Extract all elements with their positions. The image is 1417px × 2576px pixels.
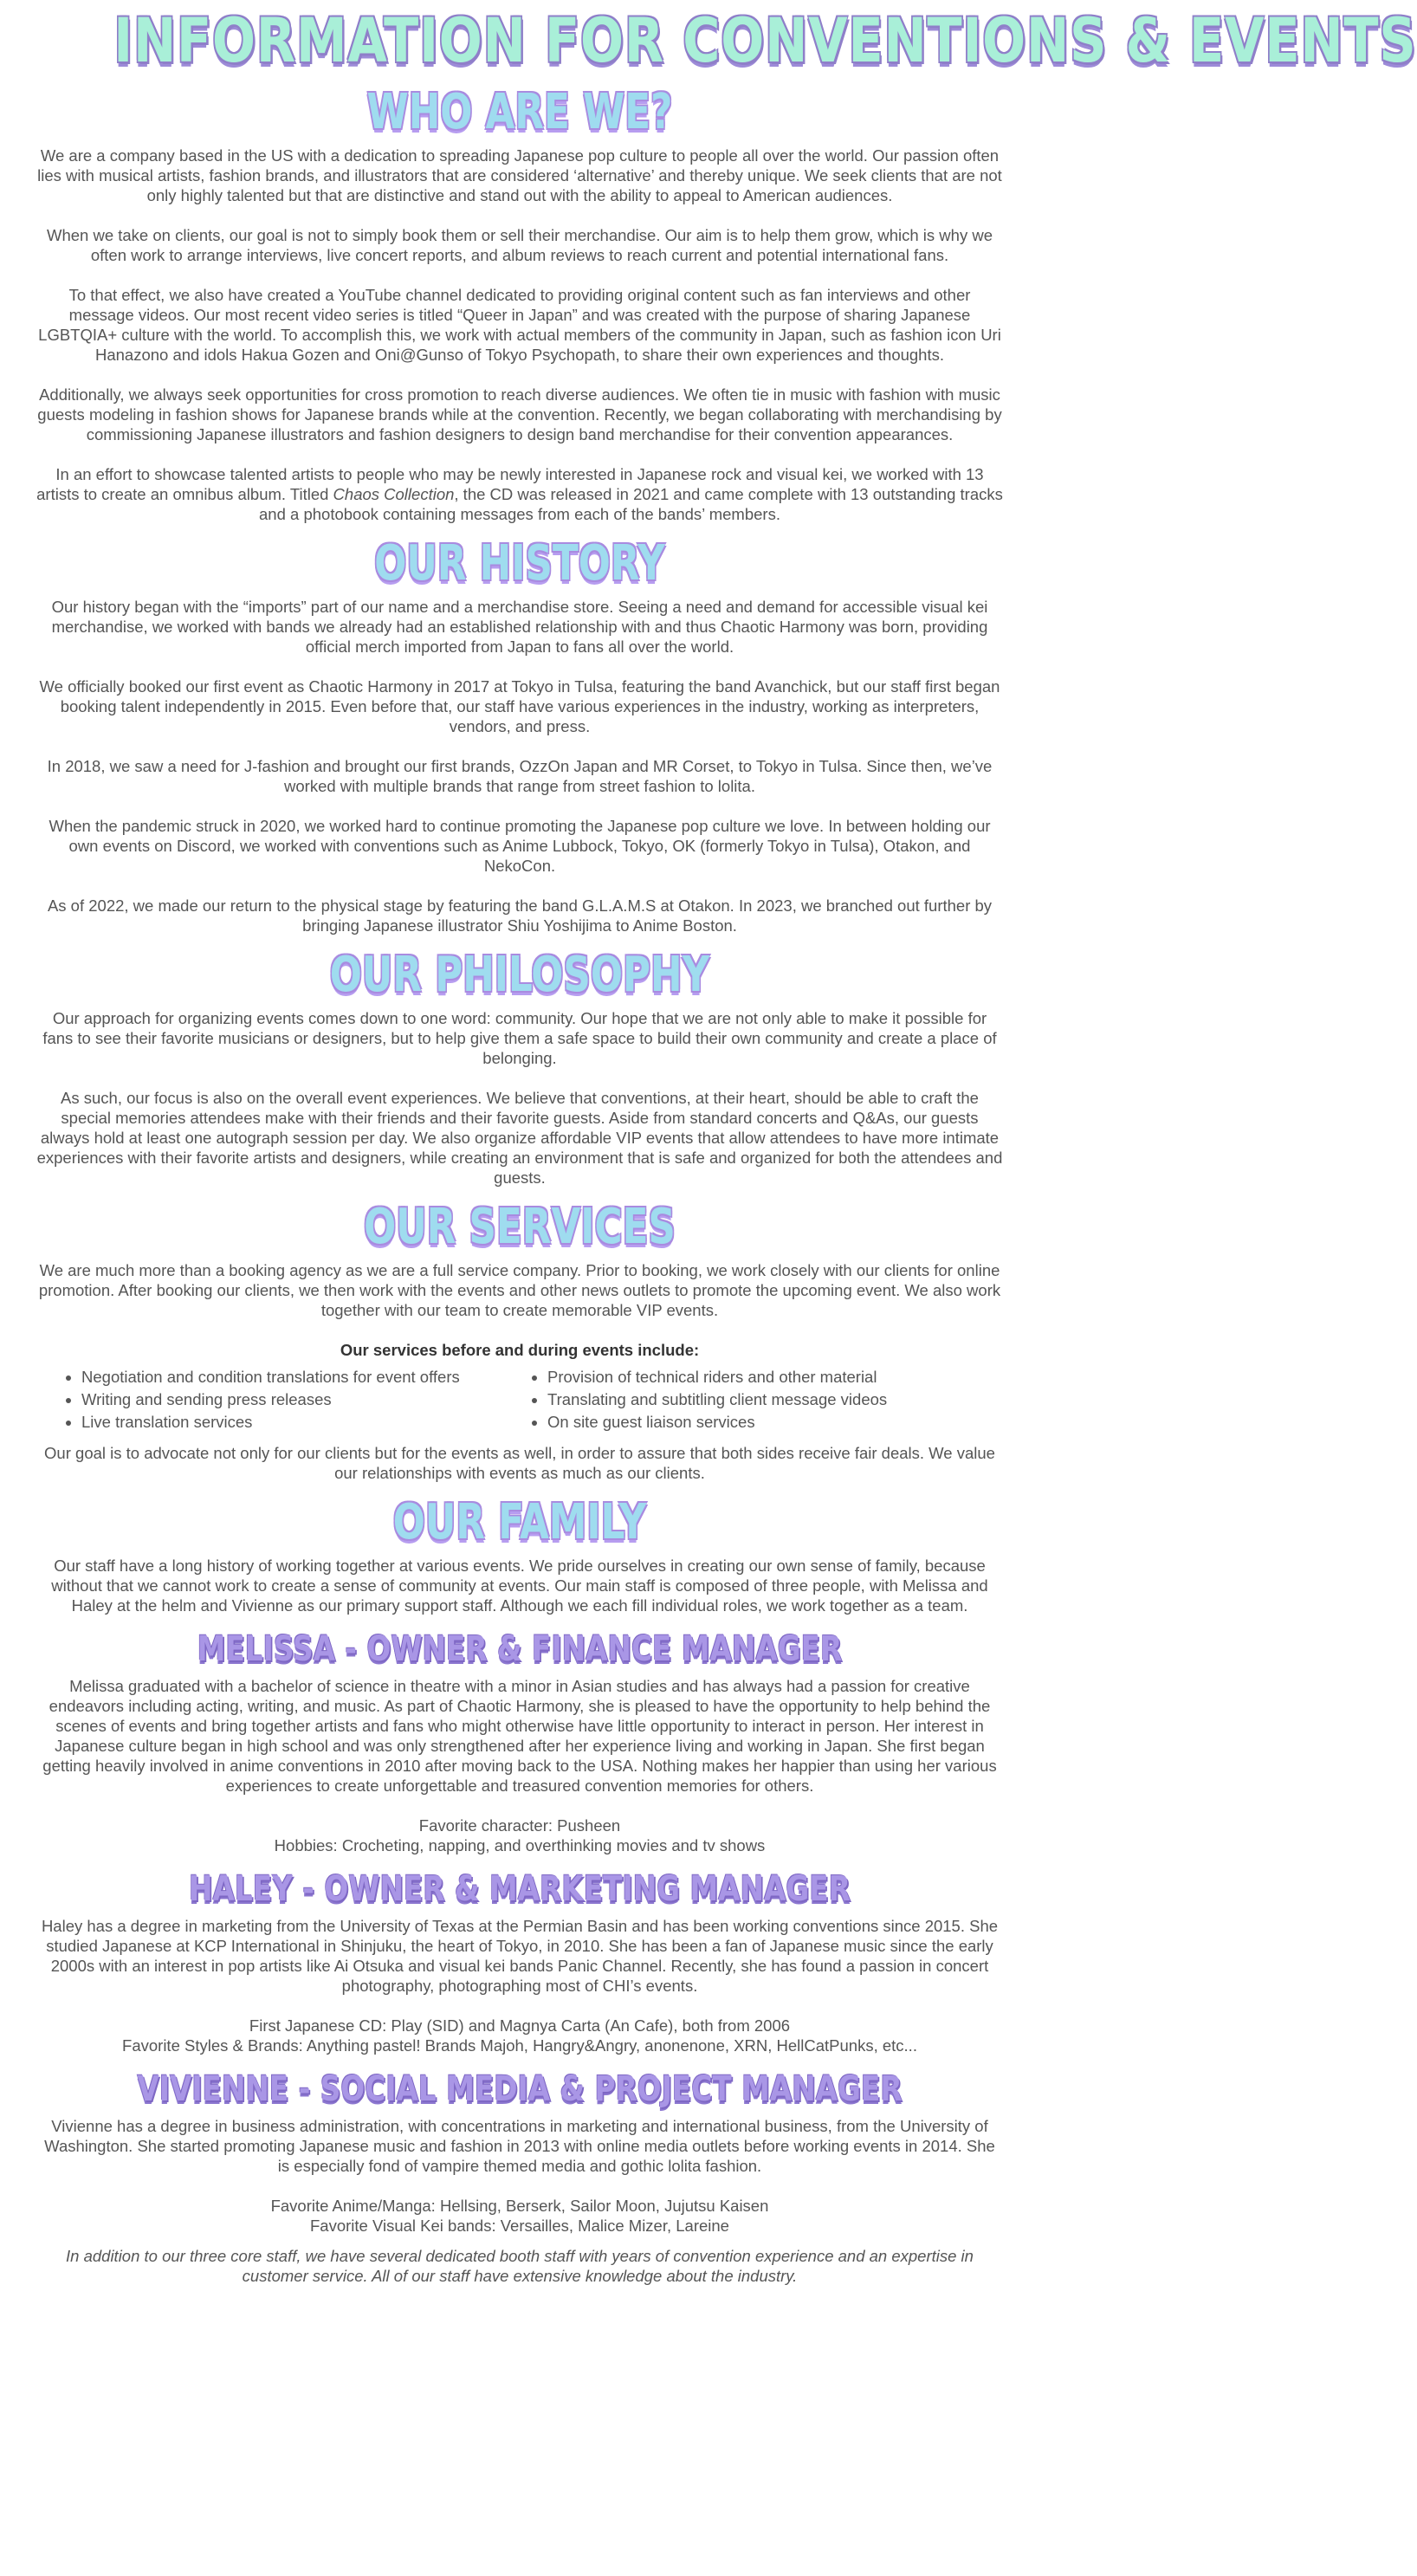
history-paragraph-1: Our history began with the “imports” part of our name and a merchandise store. Seeing a need and demand for accessible visual kei merchandise, we worked with bands we already had an established relationship with and thus Chaotic Harmony was born, providing official merch imported from Japan to fans all over the world. (51, 598, 988, 656)
section-heading-philosophy: OUR PHILOSOPHY (329, 947, 710, 1003)
melissa-bio: Melissa graduated with a bachelor of science in theatre with a minor in Asian studies and has always had a passion for creative endeavors including acting, writing, and music. As part of Chaotic Harmony, she is pleased to have the opportunity to help behind the scenes of events and bring together artists and fans who might otherwise have little opportunity to interact in person. Her interest in Japanese culture began in high school and was only strengthened after her experience living and working in Japan. She first began getting heavily involved in anime conventions in 2010 after moving back to the USA. Nothing makes her happier than using her various experiences to create unforgettable and treasured convention memories for others. (42, 1677, 997, 1795)
melissa-fact-2: Hobbies: Crocheting, napping, and overthinking movies and tv shows (274, 1836, 766, 1854)
section-heading-who: WHO ARE WE? (366, 84, 673, 140)
who-paragraph-5 (36, 464, 1003, 524)
history-paragraph-4: When the pandemic struck in 2020, we worked hard to continue promoting the Japanese pop culture we love. In between holding our own events on Discord, we worked with conventions such as Anime Lubbock, Tokyo, OK (formerly Tokyo in Tulsa), Otakon, and NekoCon. (49, 817, 991, 875)
who-paragraph-5-start: In an effort to showcase talented artists to people who may be newly interested in Japanese rock and visual kei, we worked with 13 artists to create an omnibus album. Titled (36, 465, 984, 503)
list-item: • Translating and subtitling client message videos (547, 1389, 994, 1409)
list-item: • Provision of technical riders and other material (547, 1367, 994, 1387)
who-paragraph-4: Additionally, we always seek opportunities for cross promotion to reach diverse audiences. We often tie in music with fashion with music guests modeling in fashion shows for Japanese brands while at the convention. Recently, we began collaborating with merchandising by commissioning Japanese illustrators and fashion designers to design band merchandise for their convention appearances. (37, 385, 1002, 443)
history-paragraph-2: We officially booked our first event as Chaotic Harmony in 2017 at Tokyo in Tulsa, featuring the band Avanchick, but our staff first began booking talent independently in 2015. Even before that, our staff have various experiences in the industry, working as interpreters, vendors, and press. (39, 677, 1000, 735)
melissa-fact-1: Favorite character: Pusheen (418, 1816, 621, 1835)
album-title: Chaos Collection (333, 485, 455, 503)
services-list-heading: Our services before and during events include: (340, 1341, 700, 1359)
services-list (36, 1367, 1003, 1434)
vivienne-bio: Vivienne has a degree in business administration, with concentrations in marketing and international business, from the University of Washington. She started promoting Japanese music and fashion in 2013 with online media outlets before working events in 2014. She is especially fond of vampire themed media and gothic lolita fashion. (44, 2117, 995, 2175)
page-title: INFORMATION FOR CONVENTIONS & EVENTS (113, 5, 1417, 76)
vivienne-fact-1: Favorite Anime/Manga: Hellsing, Berserk, Sailor Moon, Jujutsu Kaisen (270, 2197, 769, 2215)
closing-note: In addition to our three core staff, we have several dedicated booth staff with years of convention experience and an expertise in customer service. All of our staff have extensive knowledge about the industry. (66, 2247, 974, 2285)
services-list-left (62, 1367, 528, 1434)
haley-fact-1: First Japanese CD: Play (SID) and Magnya Carta (An Cafe), both from 2006 (249, 2016, 791, 2035)
who-paragraph-5-end: , the CD was released in 2021 and came complete with 13 outstanding tracks and a photobook containing messages from each of the bands’ members. (259, 485, 1003, 523)
family-paragraph-1: Our staff have a long history of working together at various events. We pride ourselves in creating our own sense of family, because without that we cannot work to create a sense of community at events. Our main staff is composed of three people, with Melissa and Haley at the helm and Vivienne as our primary support staff. Although we each fill individual roles, we work together as a team. (51, 1557, 988, 1615)
vivienne-heading: VIVIENNE - SOCIAL MEDIA & PROJECT MANAGER (137, 2069, 903, 2109)
haley-fact-2: Favorite Styles & Brands: Anything pastel! Brands Majoh, Hangry&Angry, anonenone, XRN, HellCatPunks, etc... (122, 2036, 917, 2055)
section-heading-history: OUR HISTORY (374, 535, 665, 592)
haley-bio: Haley has a degree in marketing from the University of Texas at the Permian Basin and has been working conventions since 2015. She studied Japanese at KCP International in Shinjuku, the heart of Tokyo, in 2010. She has been a fan of Japanese music since the early 2000s with an interest in pop artists like Ai Otsuka and visual kei bands Panic Channel. Recently, she has found a passion in concert photography, photographing most of CHI’s events. (41, 1917, 999, 1995)
list-item: • On site guest liaison services (547, 1412, 994, 1432)
list-item: • Live translation services (81, 1412, 528, 1432)
history-paragraph-5: As of 2022, we made our return to the physical stage by featuring the band G.L.A.M.S at Otakon. In 2023, we branched out further by bringing Japanese illustrator Shiu Yoshijima to Anime Boston. (47, 896, 993, 935)
list-item: • Writing and sending press releases (81, 1389, 528, 1409)
philosophy-paragraph-2: As such, our focus is also on the overall event experiences. We believe that conventions, at their heart, should be able to craft the special memories attendees make with their friends and their favorite guests. Aside from standard concerts and Q&As, our guests always hold at least one autograph session per day. We also organize affordable VIP events that allow attendees to have more intimate experiences with their favorite artists and designers, while creating an environment that is safe and organized for both the attendees and guests. (36, 1089, 1003, 1187)
philosophy-paragraph-1: Our approach for organizing events comes down to one word: community. Our hope that we are not only able to make it possible for fans to see their favorite musicians or designers, but to help give them a safe space to build their own community and create a place of belonging. (42, 1009, 997, 1067)
list-item: • Negotiation and condition translations for event offers (81, 1367, 528, 1387)
services-paragraph-2: Our goal is to advocate not only for our clients but for the events as well, in order to assure that both sides receive fair deals. We value our relationships with events as much as our clients. (44, 1444, 995, 1482)
services-paragraph-1: We are much more than a booking agency as we are a full service company. Prior to booking, we work closely with our clients for online promotion. After booking our clients, we then work with the events and other news outlets to promote the upcoming event. We also work together with our team to create memorable VIP events. (38, 1261, 1001, 1319)
melissa-heading: MELISSA - OWNER & FINANCE MANAGER (197, 1629, 843, 1669)
vivienne-fact-2: Favorite Visual Kei bands: Versailles, Malice Mizer, Lareine (310, 2217, 729, 2235)
haley-heading: HALEY - OWNER & MARKETING MANAGER (189, 1869, 851, 1909)
who-paragraph-2: When we take on clients, our goal is not to simply book them or sell their merchandise. Our aim is to help them grow, which is why we often work to arrange interviews, live concert reports, and album reviews to reach current and potential international fans. (47, 226, 993, 264)
history-paragraph-3: In 2018, we saw a need for J-fashion and brought our first brands, OzzOn Japan and MR Corset, to Tokyo in Tulsa. Since then, we’ve worked with multiple brands that range from street fashion to lolita. (47, 757, 993, 795)
who-paragraph-1: We are a company based in the US with a dedication to spreading Japanese pop culture to people all over the world. Our passion often lies with musical artists, fashion brands, and illustrators that are considered ‘alternative’ and thereby unique. We seek clients that are not only highly talented but that are distinctive and stand out with the ability to appeal to American audiences. (37, 146, 1002, 204)
page (0, 2, 1417, 2286)
who-paragraph-3: To that effect, we also have created a YouTube channel dedicated to providing original content such as fan interviews and other message videos. Our most recent video series is titled “Queer in Japan” and was created with the purpose of sharing Japanese LGBTQIA+ culture with the world. To accomplish this, we work with actual members of the community in Japan, such as fashion icon Uri Hanazono and idols Hakua Gozen and Oni@Gunso of Tokyo Psychopath, to share their own experiences and thoughts. (38, 286, 1001, 364)
section-heading-family: OUR FAMILY (392, 1494, 647, 1550)
section-heading-services: OUR SERVICES (364, 1199, 676, 1255)
services-list-right (528, 1367, 994, 1434)
